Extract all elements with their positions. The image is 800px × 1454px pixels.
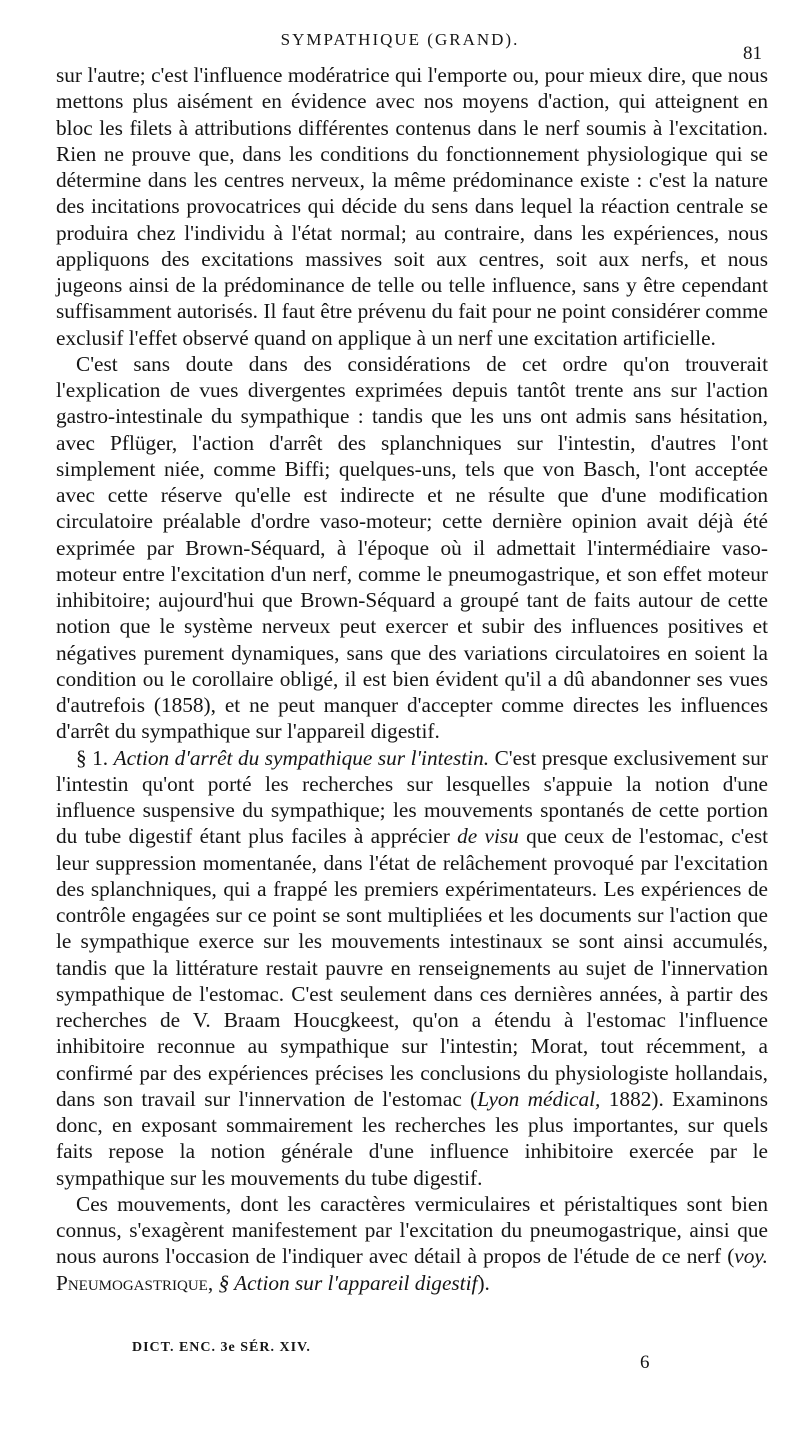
section-mark: § 1. — [76, 745, 109, 770]
paragraph-1: sur l'autre; c'est l'influence modératrice qui l'emporte ou, pour mieux dire, que nous mettons plus aisément en évidence avec nos moyens d'action, qui atteignent en bloc les filets à attributions différentes contenus dans le nerf soumis à l'excitation. Rien ne prouve que, dans les conditions du fonctionnement physiologique qui se détermine dans les centres nerveux, la même prédominance existe : c'est la nature des incitations provocatrices qui décide du sens dans lequel la réaction centrale se produira chez l'individu à l'état normal; au contraire, dans les expériences, nous appliquons des excitations massives soit aux centres, soit aux nerfs, et nous jugeons ainsi de la prédominance de telle ou telle influence, sans y être cependant suffisamment autorisés. Il faut être prévenu du fait pour ne point considérer comme exclusif l'effet observé quand on applique à un nerf une excitation artificielle. — [56, 63, 768, 350]
paragraph-4-text-a: Ces mouvements, dont les caractères vermiculaires et péristaltiques sont bien connus, s'exagèrent manifestement par l'excitation du pneumogastrique, ainsi que nous aurons l'occasion de l'indiquer avec détail à propos de l'étude de ce nerf ( — [56, 1191, 768, 1269]
running-title: SYMPATHIQUE (GRAND). — [280, 30, 520, 49]
signature-line: DICT. ENC. 3e SÉR. XIV. — [132, 1340, 311, 1355]
italic-action-digestif: § Action sur l'appareil digestif — [218, 1270, 478, 1295]
paragraph-3-text-b: que ceux de l'estomac, c'est leur suppression momentanée, dans l'état de relâchement provoqué par l'excitation des splanchniques, qui a frappé les premiers expérimentateurs. Les expériences de contrôle engagées sur ce point se sont multipliées et les documents sur l'action que le sympathique exerce sur les mouvements intestinaux se sont ainsi accumulés, tandis que la littérature restait pauvre en renseignements au sujet de l'innervation sympathique de l'estomac. C'est seulement dans ces dernières années, à partir des recherches de V. Braam Houcgkeest, qu'on a étendu à l'estomac l'influence inhibitoire reconnue au sympathique sur l'intestin; Morat, tout récemment, a confirmé par des expériences précises les conclusions du physiologiste hollandais, dans son travail sur l'innervation de l'estomac ( — [56, 824, 769, 1111]
paragraph-4 — [56, 1191, 768, 1296]
body-text — [56, 62, 768, 1296]
signature-mark: 6 — [640, 1352, 650, 1373]
paragraph-4-end: ). — [477, 1270, 490, 1295]
paragraph-3-text-c: 1882). Examinons donc, en exposant sommairement les recherches les plus importantes, sur quels faits repose la notion générale d'une influence inhibitoire exercée par le sympathique sur les mouvements du tube digestif. — [56, 1086, 768, 1190]
italic-de-visu: de visu — [457, 824, 519, 849]
section-heading: Action d'arrêt du sympathique sur l'intestin. — [113, 745, 490, 770]
paragraph-3-text-a: C'est presque exclusivement sur l'intestin qu'ont porté les recherches sur lesquelles s'appuie la notion d'une influence suspensive du sympathique; les mouvements spontanés de cette portion du tube digestif étant plus faciles à apprécier — [56, 745, 768, 849]
italic-voy: voy. — [734, 1244, 768, 1269]
paragraph-3 — [56, 745, 768, 1191]
paragraph-2: C'est sans doute dans des considérations de cet ordre qu'on trouverait l'explication de vues divergentes exprimées depuis tantôt trente ans sur l'action gastro-intestinale du sympathique : tandis que les uns ont admis sans hésitation, avec Pflüger, l'action d'arrêt des splanchniques sur l'intestin, d'autres l'ont simplement niée, comme Biffi; quelques-uns, tels que von Basch, l'ont acceptée avec cette réserve qu'elle est indirecte et ne résulte que d'une modification circulatoire préalable d'ordre vaso-moteur; cette dernière opinion avait déjà été exprimée par Brown-Séquard, à l'époque où il admettait l'intermédiaire vaso-moteur entre l'excitation d'un nerf, comme le pneumogastrique, et son effet moteur inhibitoire; aujourd'hui que Brown-Séquard a groupé tant de faits autour de cette notion que le système nerveux peut exercer et subir des influences positives et négatives purement dynamiques, sans que des variations circulatoires en soient la condition ou le corollaire obligé, il est bien évident qu'il a dû abandonner ses vues d'autrefois (1858), et ne peut manquer d'accepter comme directes les influences d'arrêt du sympathique sur l'appareil digestif. — [56, 351, 768, 744]
page-number: 81 — [743, 43, 762, 64]
italic-lyon-medical: Lyon médical, — [477, 1086, 601, 1111]
cross-reference-pneumogastrique: Pneumogastrique, — [56, 1270, 214, 1295]
